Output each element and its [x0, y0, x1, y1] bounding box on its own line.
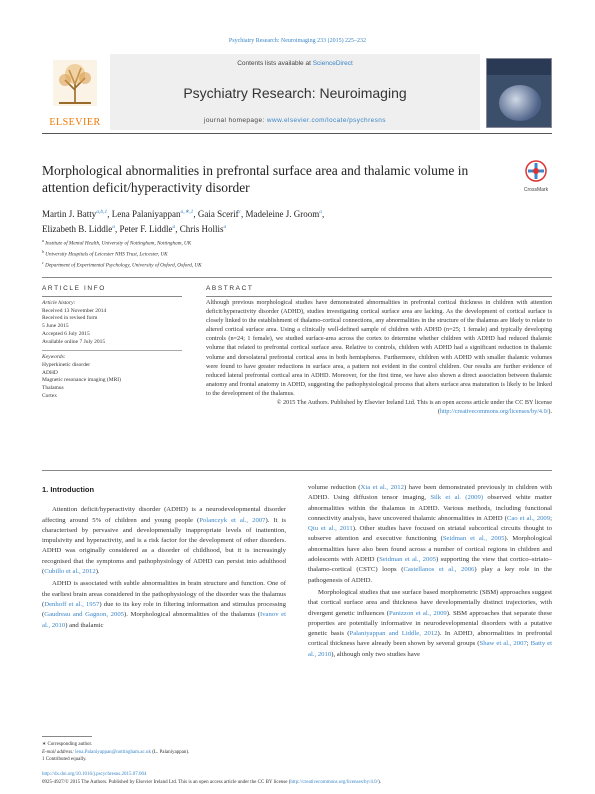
- paragraph-text: ). It is characterised by pervasive and developmentally inappropriate levels of inattention, impulsivity and hyperactivity, and is a risk factor for the development of other disorders. ADHD was originally considered as a disorder of childhood, but it is increasingly recognised that the symptoms and pathophysiology of ADHD can persist into adulthood (: [42, 516, 286, 576]
- author-separator: ,: [107, 209, 112, 219]
- right-paragraphs: [308, 483, 552, 660]
- article-info-rule: [42, 296, 182, 297]
- affiliation-mark: c: [42, 260, 44, 266]
- affiliation-mark: a: [42, 238, 44, 243]
- keyword: Magnetic resonance imaging (MRI): [42, 377, 121, 384]
- paragraph-text: Morphological studies that use surface based morphometric (SBM) approaches suggest that cortical surface area and thickness have developmentally distinct trajectories, with divergent genetic influences (: [308, 588, 552, 617]
- cover-brain-image: [499, 85, 541, 121]
- citation-link[interactable]: Seidman et al., 2005: [442, 535, 505, 543]
- paragraph-text: volume reduction (: [308, 484, 361, 491]
- left-paragraphs: [42, 505, 286, 631]
- author-affil-mark[interactable]: c: [238, 209, 242, 215]
- cover-band: [487, 59, 551, 75]
- citation-link[interactable]: Polanczyk et al., 2007: [199, 516, 266, 524]
- paragraph: [308, 483, 552, 586]
- author[interactable]: Elizabeth B. Liddle: [42, 224, 113, 234]
- citation-link[interactable]: Shaw et al., 2007: [479, 640, 527, 648]
- affiliation-text: Department of Experimental Psychology, University of Oxford, Oxford, UK: [45, 263, 202, 270]
- author-affil-mark[interactable]: a: [112, 224, 115, 230]
- article-info-heading: ARTICLE INFO: [42, 285, 106, 292]
- citation-link[interactable]: Denhoff et al., 1957: [44, 600, 100, 608]
- email-suffix: (L. Palaniyappan).: [151, 749, 190, 755]
- masthead: [42, 54, 552, 134]
- paragraph-text: ), although only two studies have: [331, 650, 421, 658]
- crossmark-badge[interactable]: [516, 160, 556, 193]
- crossmark-label: CrossMark: [523, 187, 549, 193]
- body-right-column: [308, 483, 552, 662]
- paragraph-text: ;: [550, 514, 552, 522]
- paragraph-text: ). SBM approaches that separate these properties are potentially informative in neurodevelopmental disorders with a putative genetic basis (: [308, 609, 552, 638]
- affiliation-text: University Hospitals of Leicester NHS Trust, Leicester, UK: [45, 251, 168, 258]
- author-separator: ,: [322, 209, 325, 219]
- keyword: Hyperkinetic disorder: [42, 361, 91, 368]
- corresponding-author-note: ∗ Corresponding author.: [42, 742, 93, 747]
- affiliations: [42, 237, 552, 271]
- citation-link[interactable]: Gaudreau and Gagnon, 2005: [44, 611, 125, 619]
- homepage-link[interactable]: www.elsevier.com/locate/psychresns: [266, 117, 386, 124]
- author-affil-mark[interactable]: a: [319, 209, 323, 215]
- footnote-rule: [42, 736, 92, 737]
- paragraph-text: ).: [95, 568, 100, 576]
- contents-prefix: Contents lists available at: [237, 60, 313, 67]
- citation-link[interactable]: Xia et al., 2012: [360, 484, 404, 491]
- author[interactable]: Gaia Scerif: [197, 209, 239, 219]
- issn-prefix: 0925-4927/© 2015 The Authors. Published by Elsevier Ireland Ltd. This is an open access article under the CC BY license (: [42, 779, 291, 785]
- paragraph-text: ). Morphological abnormalities of the thalamus (: [124, 611, 260, 619]
- history-item: 5 June 2015: [42, 323, 69, 330]
- license-prefix: © 2015 The Authors. Published by Elsevier Ireland Ltd. This is an open access article under the CC BY license (: [276, 399, 552, 416]
- citation-link[interactable]: Cubillo et al., 2012: [44, 568, 96, 576]
- paragraph-text: ). In ADHD, abnormalities in prefrontal cortical thickness have already been shown by several groups (: [308, 630, 553, 648]
- email-note: [42, 749, 286, 757]
- citation-link[interactable]: Seidman et al., 2005: [379, 556, 437, 564]
- license-suffix: ).: [548, 408, 552, 416]
- keywords-label: Keywords:: [42, 354, 66, 361]
- affiliation: [42, 248, 552, 259]
- author-affil-mark[interactable]: a: [223, 224, 227, 230]
- keyword: ADHD: [42, 369, 58, 376]
- paragraph-text: ADHD is associated with subtle abnormalities in brain structure and function. One of the earliest brain areas considered in the pathophysiology of the disorder was the thalamus (: [42, 580, 286, 608]
- paragraph-text: observed white matter abnormalities within the thalamus in ADHD. Various methods, including functional connectivity analysis, have uncovered thalamic abnormalities in ADHD (: [308, 494, 552, 522]
- author-separator: ,: [241, 209, 246, 219]
- history-item: Received in revised form: [42, 315, 98, 322]
- license-line: [206, 398, 552, 416]
- keyword: Thalamus: [42, 385, 64, 392]
- email-link[interactable]: lena.Palaniyappan@nottingham.ac.uk: [75, 749, 151, 755]
- author-affil-mark[interactable]: a,∗,1: [180, 209, 194, 215]
- body-left-column: [42, 485, 286, 633]
- affiliation: [42, 259, 552, 270]
- header-divider: [42, 277, 552, 278]
- masthead-center: [110, 54, 480, 130]
- issn-license-link[interactable]: http://creativecommons.org/licenses/by/4.0/: [290, 779, 379, 785]
- author[interactable]: Madeleine J. Groom: [245, 209, 320, 219]
- elsevier-wordmark: ELSEVIER: [49, 117, 101, 128]
- citation-link[interactable]: Silk et al. (2009): [430, 494, 484, 502]
- journal-title: Psychiatry Research: Neuroimaging: [183, 85, 407, 101]
- crossmark-icon: [525, 160, 547, 182]
- email-label: E-mail address:: [42, 749, 76, 755]
- author[interactable]: Lena Palaniyappan: [111, 209, 181, 219]
- sciencedirect-link[interactable]: ScienceDirect: [312, 60, 353, 67]
- doi-link[interactable]: http://dx.doi.org/10.1016/j.pscychresns.2015.07.004: [42, 772, 147, 777]
- citation-link[interactable]: Ivanov et al., 2010: [42, 611, 286, 629]
- author[interactable]: Peter F. Liddle: [119, 224, 173, 234]
- history-item: Available online 7 July 2015: [42, 338, 106, 345]
- paragraph-text: ). Other studies have focused on striatal subcortical circuits thought to subserve attention and executive functioning (: [308, 525, 552, 543]
- section-title: 1. Introduction: [42, 485, 95, 494]
- keyword: Cortex: [42, 392, 57, 399]
- author-affil-mark[interactable]: a: [172, 224, 176, 230]
- issn-line: [42, 779, 562, 787]
- history-label: Article history:: [42, 300, 76, 306]
- author-separator: ,: [175, 224, 180, 234]
- article-info: [42, 300, 182, 400]
- citation-link[interactable]: Qiu et al., 2011: [308, 525, 353, 533]
- paragraph: [42, 579, 286, 630]
- paragraph-text: ). Morphological abnormalities have also been found across a number of cortical regions in children and adolescents with ADHD (: [308, 535, 553, 564]
- citation-link[interactable]: Palaniyappan and Liddle, 2012: [349, 630, 438, 638]
- author-list: [42, 206, 552, 236]
- abstract: [206, 298, 552, 416]
- abstract-bottom-rule: [42, 470, 552, 471]
- equal-contribution-note: 1 Contributed equally.: [42, 757, 87, 762]
- paragraph-text: ) and thalamic: [65, 621, 104, 629]
- citation-link[interactable]: Castellanos et al., 2006: [403, 566, 475, 574]
- history-item: Received 13 November 2014: [42, 307, 107, 314]
- author[interactable]: Chris Hollis: [179, 224, 224, 234]
- homepage-line: [110, 117, 480, 124]
- paragraph: [308, 588, 552, 660]
- history-item: Accepted 6 July 2015: [42, 330, 90, 337]
- author-separator: ,: [114, 224, 120, 234]
- bottom-identifiers: [42, 771, 562, 786]
- affiliation-text: Institute of Mental Health, University of Nottingham, Nottingham, UK: [45, 240, 192, 247]
- license-link[interactable]: http://creativecommons.org/licenses/by/4.0/: [439, 408, 549, 416]
- paragraph: [42, 505, 286, 577]
- author[interactable]: Martin J. Batty: [42, 209, 97, 219]
- citation-link[interactable]: Cao et al., 2009: [506, 514, 551, 522]
- author-affil-mark[interactable]: a,b,1: [96, 209, 108, 215]
- paragraph-text: ) due to its key role in filtering information and stimulus processing (: [42, 600, 286, 619]
- footnotes: [42, 741, 286, 764]
- contents-line: [110, 54, 480, 67]
- abstract-text: Although previous morphological studies have demonstrated abnormalities in prefrontal cortical thickness in children with attention deficit/hyperactivity disorder (ADHD), studies investigating cortical surface area are lacking. As the development of cortical surface is closely linked to the establishment of thalamo-cortical connections, any abnormalities in the structure of the thalamus are likely to relate to altered cortical surface area. Using a clinically well-defined sample of children with ADHD (n=25; 1 female) and typically developing controls (n=24; 1 female), we studied surface-area across the cortex to determine whether children with ADHD had reduced thalamic volume that related to prefrontal cortical surface area. Relative to controls, children with ADHD had a significant reduction in thalamic volume and dorsolateral prefrontal cortical area in both hemispheres. Furthermore, children with ADHD with smaller thalamic volumes were found to have greater reductions in surface area, a pattern not evident in the control children. Our results are further evidence of reduced lateral prefrontal cortical area in ADHD. Moreover, for the first time, we have also shown a direct association between thalamic anatomy and frontal anatomy in ADHD, suggesting the pathophysiological process that alters surface area maturation is likely to be linked to the development of the thalamus.: [206, 299, 552, 397]
- abstract-heading: ABSTRACT: [206, 285, 254, 292]
- info-divider: [42, 346, 182, 351]
- homepage-prefix: journal homepage:: [204, 117, 267, 124]
- citation-link[interactable]: Batty et al., 2010: [308, 640, 553, 658]
- paragraph-text: Attention deficit/hyperactivity disorder (ADHD) is a neurodevelopmental disorder affecting around 5% of children and young people (: [42, 506, 286, 524]
- author-separator: ,: [193, 209, 198, 219]
- paragraph-text: ) play a key role in the pathogenesis of ADHD.: [308, 566, 552, 584]
- paragraph-text: ) supporting the view that cortico–striato–thalamo-cortical (CSTC) loops (: [308, 556, 552, 574]
- journal-cover-thumbnail[interactable]: [486, 58, 552, 128]
- affiliation: [42, 237, 552, 248]
- article-title: Morphological abnormalities in prefrontal surface area and thalamic volume in attention deficit/hyperactivity disorder: [42, 163, 469, 195]
- affiliation-mark: b: [42, 249, 44, 255]
- citation-link[interactable]: Panizzon et al., 2009: [389, 609, 447, 617]
- journal-reference[interactable]: Psychiatry Research: Neuroimaging 233 (2015) 225–232: [228, 38, 367, 44]
- paragraph-text: ;: [526, 640, 531, 648]
- elsevier-tree-icon: [53, 60, 97, 106]
- issn-suffix: ).: [378, 779, 381, 785]
- abstract-rule: [206, 296, 552, 297]
- paragraph-text: ) have been demonstrated previously in children with ADHD. Using diffusion tensor imaging,: [308, 484, 552, 502]
- elsevier-logo[interactable]: [42, 54, 108, 130]
